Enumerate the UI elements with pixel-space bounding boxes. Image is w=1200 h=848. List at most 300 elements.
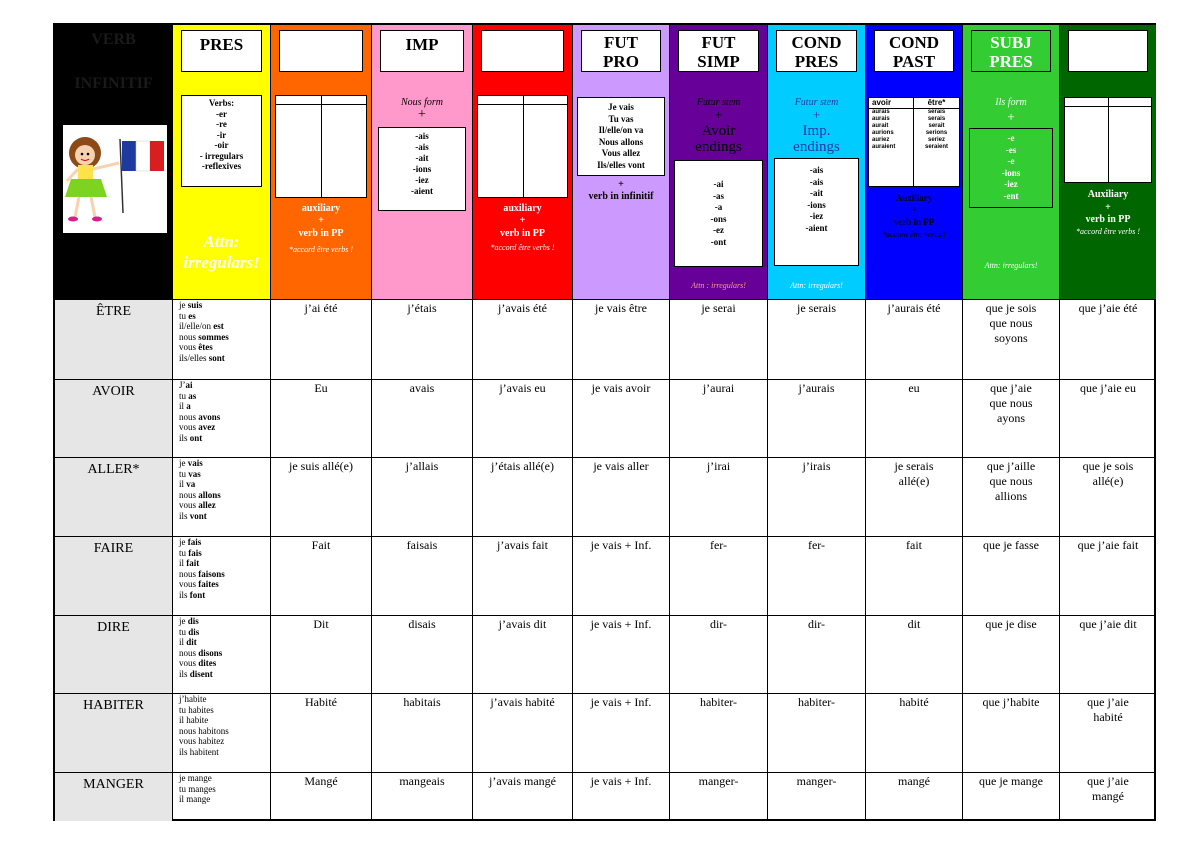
condpast-verb-pp: verb in PP — [893, 217, 935, 227]
tense-form — [372, 773, 473, 821]
tense-form-line: j’aurai — [702, 381, 735, 395]
tense-form — [866, 694, 963, 772]
tense-form-line: j’irai — [706, 459, 731, 473]
tense-form-line: dir- — [709, 617, 728, 631]
tense-form-line: que j’aie — [990, 381, 1032, 395]
futsimp-ending: -ai — [713, 179, 724, 189]
girl-with-french-flag-icon — [63, 125, 167, 233]
tense-form-line: Fait — [311, 538, 331, 552]
present-form: il mange — [179, 794, 211, 804]
tense-form-line: j’irais — [802, 459, 831, 473]
tense-form-line: j’étais — [407, 301, 437, 315]
present-form: il/elle/on est — [179, 321, 224, 331]
tense-form-line: je suis allé(e) — [289, 459, 353, 473]
tense-form-line: allé(e) — [1092, 474, 1124, 488]
tense-form-line: allions — [995, 489, 1027, 503]
verb-infinitive: ÊTRE — [55, 300, 173, 379]
tense-form — [473, 300, 573, 379]
tense-form-line: j’étais allé(e) — [491, 459, 554, 473]
subjpres-plus: + — [1007, 109, 1015, 124]
tense-form — [963, 694, 1060, 772]
pc-auxiliary: auxiliary — [301, 203, 341, 214]
present-form: ils ont — [179, 432, 203, 443]
present-conjugation — [173, 458, 271, 536]
present-form: je mange — [179, 773, 212, 783]
verb-infinitive: HABITER — [55, 694, 173, 772]
pc-plus: + — [318, 215, 324, 226]
present-form: vous faites — [179, 579, 219, 589]
verb-label: VERB — [91, 31, 136, 48]
tense-form-line: je vais avoir — [591, 381, 651, 395]
tense-form — [573, 616, 670, 693]
tense-form-line: que j’aie fait — [1077, 538, 1139, 552]
verb-row — [55, 536, 1154, 615]
present-form: je dis — [179, 616, 199, 626]
tense-form-line: que nous — [989, 316, 1033, 330]
subjpres-title — [971, 30, 1051, 72]
tense-form — [473, 694, 573, 772]
present-conjugation — [173, 300, 271, 379]
imp-ending: -ions — [412, 164, 432, 174]
futpro-item: Tu vas — [608, 113, 634, 124]
futsimp-ending: -a — [714, 202, 723, 212]
tense-form-line: allé(e) — [898, 474, 930, 488]
futpro-item: Nous allons — [598, 136, 644, 147]
tense-form-line: manger- — [796, 774, 837, 788]
tense-form-line: j’allais — [405, 459, 439, 473]
tense-form-line: que nous — [989, 396, 1033, 410]
tense-form-line: je serais — [797, 301, 836, 315]
present-conjugation — [173, 616, 271, 693]
subjpast-title-box — [1068, 30, 1148, 72]
present-form: je suis — [179, 300, 203, 310]
tense-form-line: j’avais fait — [497, 538, 548, 552]
futpro-aller-box — [577, 97, 665, 176]
imp-title: IMP — [380, 30, 464, 72]
present-conjugation — [173, 773, 271, 821]
tense-form-line: eu — [908, 381, 920, 395]
futsimp-stem: Futur stem — [696, 97, 741, 108]
futsimp-ending: -ons — [710, 213, 727, 224]
imp-endings-box — [378, 127, 466, 211]
tense-form-line: que je sois — [985, 301, 1037, 315]
tense-form — [670, 537, 768, 615]
condpres-plus: + — [812, 107, 821, 122]
tense-form-line: dir- — [807, 617, 826, 631]
futpro-plus: + — [618, 179, 624, 190]
condpres-title-line: COND — [791, 33, 842, 52]
pc-accord: *accord être verbs ! — [288, 245, 354, 254]
tense-form-line: que je sois — [1082, 459, 1134, 473]
futsimp-title-line: SIMP — [697, 52, 740, 71]
tense-form — [473, 537, 573, 615]
tense-form-line: fer- — [709, 538, 728, 552]
tense-form — [372, 380, 473, 457]
pc-blank-table — [275, 95, 367, 198]
futpro-title-line: FUT — [604, 33, 638, 52]
header-pres — [173, 25, 271, 299]
tense-form-line: que j’aie été — [1078, 301, 1138, 315]
tense-form — [372, 300, 473, 379]
pres-attn: Attn: irregulars! — [183, 232, 260, 272]
present-form: il a — [179, 401, 191, 411]
present-form: ils/elles sont — [179, 352, 225, 363]
imp-ending: -iez — [415, 175, 429, 185]
tense-form-line: je vais + Inf. — [590, 617, 652, 631]
tense-form-line: que j’aie eu — [1080, 381, 1136, 395]
verb-infinitive: DIRE — [55, 616, 173, 693]
present-form: vous habitez — [179, 736, 225, 746]
subjpast-blank-table — [1064, 97, 1152, 183]
tense-form — [271, 458, 372, 536]
condpast-etre-item: serais — [927, 116, 946, 122]
tense-form — [271, 773, 372, 821]
tense-form-line: j’avais eu — [499, 381, 546, 395]
tense-form-line: Mangé — [304, 774, 338, 788]
present-form: il dit — [179, 637, 197, 647]
condpast-etre-item: seraient — [924, 144, 948, 150]
pres-list-item: - irregulars — [199, 150, 244, 161]
present-form: ils habitent — [179, 746, 219, 757]
pqp-blank-table — [477, 95, 568, 198]
condpast-etre-col — [914, 98, 959, 186]
tense-form — [1060, 537, 1156, 615]
futpro-verb-inf: verb in infinitif — [588, 191, 654, 202]
tense-form-line: je serai — [701, 301, 736, 315]
present-form: nous habitons — [179, 725, 229, 736]
subjpres-ending: -e — [1007, 156, 1015, 166]
pqp-auxiliary: auxiliary — [503, 203, 542, 214]
tense-form-line: j’aurais — [798, 381, 835, 395]
verb-conjugation-table — [53, 23, 1156, 821]
tense-form-line: je vais + Inf. — [590, 538, 652, 552]
present-form: je fais — [179, 537, 202, 547]
condpast-auxiliary-box — [868, 97, 960, 187]
tense-form — [670, 300, 768, 379]
tense-form — [1060, 616, 1156, 693]
header-verb-infinitif — [55, 25, 173, 299]
tense-form-line: j’avais été — [498, 301, 547, 315]
tense-form-line: dit — [907, 617, 921, 631]
present-form: tu as — [179, 390, 197, 401]
subjpast-accord: *accord être verbs ! — [1075, 227, 1141, 236]
header-subj-past — [1060, 25, 1156, 299]
tense-form — [573, 537, 670, 615]
imp-ending: -ait — [415, 153, 429, 163]
verb-row — [55, 772, 1154, 821]
present-form: vous êtes — [179, 342, 213, 352]
imp-ending: -ais — [415, 142, 429, 152]
imp-plus: + — [418, 107, 426, 122]
tense-form — [271, 537, 372, 615]
subjpres-title-line: SUBJ — [990, 33, 1032, 52]
present-conjugation — [173, 380, 271, 457]
pres-verbs-box — [181, 95, 262, 187]
tense-form-line: habiter- — [797, 695, 836, 709]
condpres-endings-box — [774, 158, 859, 266]
header-fut-simp — [670, 25, 768, 299]
tense-form-line: j’ai été — [304, 301, 338, 315]
present-form: je vais — [179, 458, 203, 468]
condpres-ending: -ais — [809, 176, 824, 187]
tense-form — [473, 380, 573, 457]
subjpres-title-line: PRES — [989, 52, 1033, 71]
present-form: il fait — [179, 558, 200, 568]
verb-infinitive: AVOIR — [55, 380, 173, 457]
pqp-accord: *accord être verbs ! — [490, 243, 555, 252]
tense-form-line: habité — [1093, 710, 1123, 724]
tense-form-line: avais — [409, 381, 435, 395]
verb-row — [55, 379, 1154, 457]
present-form: ils font — [179, 589, 206, 600]
header-cond-pres — [768, 25, 866, 299]
tense-form — [1060, 458, 1156, 536]
pc-title-box — [279, 30, 363, 72]
subjpres-ending: -e — [1007, 133, 1015, 143]
tense-form — [866, 616, 963, 693]
verb-row — [55, 615, 1154, 693]
tense-form-line: mangeais — [399, 774, 445, 788]
present-form: vous allez — [179, 500, 216, 510]
futsimp-plus: + — [714, 107, 723, 122]
condpast-auxiliary: Auxiliary — [895, 193, 933, 203]
pqp-verb-pp: verb in PP — [500, 228, 545, 239]
tense-form — [963, 537, 1060, 615]
present-form: tu manges — [179, 783, 216, 794]
header-subj-pres — [963, 25, 1060, 299]
present-form: nous allons — [179, 489, 221, 500]
condpast-avoir-item: aurais — [872, 109, 890, 115]
condpast-accord: *accord être verbs ! — [881, 230, 947, 239]
tense-form — [768, 694, 866, 772]
pres-title: PRES — [181, 30, 262, 72]
present-form: nous avons — [179, 411, 221, 422]
imp-ending: -ais — [415, 131, 429, 141]
tense-form-line: habitais — [403, 695, 441, 709]
tense-form — [963, 616, 1060, 693]
tense-form-line: que nous — [989, 474, 1033, 488]
subjpres-endings-box — [969, 128, 1053, 208]
tense-form — [473, 616, 573, 693]
tense-form — [768, 380, 866, 457]
pres-list-title: Verbs: — [208, 98, 235, 108]
imp-note: Nous form — [401, 97, 443, 108]
tense-form-line: fait — [906, 538, 922, 552]
present-form: tu habites — [179, 704, 214, 715]
condpast-avoir-item: auraient — [872, 144, 896, 150]
infinitif-label: INFINITIF — [74, 75, 153, 92]
subjpres-note: Ils form — [995, 97, 1027, 108]
present-form: j’habite — [179, 694, 207, 704]
imp-ending: -aient — [411, 186, 433, 196]
present-form: nous faisons — [179, 568, 225, 579]
tense-form-line: mangé — [1092, 789, 1124, 803]
tense-form — [271, 380, 372, 457]
condpres-imp: Imp. — [802, 123, 831, 139]
tense-form — [573, 458, 670, 536]
present-conjugation — [173, 694, 271, 772]
tense-form-line: que j’aie dit — [1079, 617, 1137, 631]
present-form: nous disons — [179, 647, 223, 658]
condpast-title — [874, 30, 954, 72]
tense-form-line: je serais — [894, 459, 934, 473]
condpast-avoir-item: aurais — [872, 116, 890, 122]
verb-row — [55, 457, 1154, 536]
condpast-title-line: PAST — [892, 52, 936, 71]
subjpres-attn: Attn: irregulars! — [984, 261, 1038, 270]
header-cond-past — [866, 25, 963, 299]
tense-form — [963, 380, 1060, 457]
tense-form — [670, 694, 768, 772]
pc-verb-pp: verb in PP — [298, 228, 344, 239]
tense-form-line: habiter- — [699, 695, 738, 709]
condpast-etre-item: serait — [928, 123, 945, 129]
tense-form — [372, 537, 473, 615]
futsimp-endings-box — [674, 160, 763, 267]
condpast-etre-item: serais — [927, 109, 946, 115]
tense-form — [271, 694, 372, 772]
present-conjugation — [173, 537, 271, 615]
tense-form-line: que j’aie — [1087, 774, 1129, 788]
tense-form-line: soyons — [994, 331, 1028, 345]
condpast-avoir-item: aurait — [872, 123, 889, 129]
condpres-ending: -iez — [809, 211, 824, 221]
tense-form — [866, 458, 963, 536]
futpro-item: Ils/elles vont — [597, 159, 645, 170]
futpro-item: Il/elle/on va — [598, 125, 644, 135]
tense-form — [866, 380, 963, 457]
subjpres-ending: -es — [1005, 144, 1017, 155]
tense-form — [473, 773, 573, 821]
tense-form — [963, 300, 1060, 379]
futpro-item: Je vais — [608, 102, 634, 112]
present-form: ils disent — [179, 668, 213, 679]
condpres-attn: Attn: irregulars! — [790, 281, 843, 290]
present-form: tu fais — [179, 547, 202, 558]
tense-form-line: Eu — [314, 381, 328, 395]
tense-form-line: je vais + Inf. — [590, 695, 652, 709]
present-form: tu es — [179, 310, 196, 321]
condpres-stem: Futur stem — [794, 97, 839, 108]
verb-infinitive: ALLER* — [55, 458, 173, 536]
tense-form-line: Habité — [305, 695, 337, 709]
tense-form-line: manger- — [698, 774, 739, 788]
verb-row — [55, 299, 1154, 379]
tense-form — [963, 773, 1060, 821]
condpast-etre-item: serions — [925, 130, 948, 136]
subjpast-plus: + — [1105, 202, 1111, 213]
condpast-plus: + — [911, 205, 917, 215]
futsimp-ending: -ez — [713, 225, 724, 235]
pres-list-item: -ir — [216, 129, 227, 140]
tense-form-line: je vais + Inf. — [590, 774, 652, 788]
header-fut-pro — [573, 25, 670, 299]
header-plus-que-parfait — [473, 25, 573, 299]
tense-form-line: que j’habite — [982, 695, 1040, 709]
subjpres-ending: -ent — [1003, 190, 1019, 201]
pqp-plus: + — [519, 215, 526, 226]
pres-list-item: -re — [216, 119, 227, 129]
tense-form — [573, 300, 670, 379]
futsimp-ending: -ont — [710, 236, 727, 247]
futpro-title — [581, 30, 661, 72]
tense-form — [670, 773, 768, 821]
tense-form — [1060, 300, 1156, 379]
tense-form — [372, 694, 473, 772]
tense-form-line: faisais — [406, 538, 438, 552]
condpres-ending: -ait — [810, 188, 823, 198]
present-form: J’ai — [179, 380, 193, 390]
present-form: il va — [179, 479, 196, 489]
tense-form — [670, 616, 768, 693]
tense-form-line: je vais être — [595, 301, 647, 315]
tense-form-line: fer- — [807, 538, 826, 552]
tense-form — [866, 773, 963, 821]
present-form: il habite — [179, 715, 209, 725]
tense-form — [1060, 694, 1156, 772]
present-form: nous sommes — [179, 331, 229, 342]
futpro-item: Vous allez — [601, 148, 641, 158]
tense-form-line: que je mange — [979, 774, 1043, 788]
tense-form — [573, 694, 670, 772]
tense-form — [1060, 773, 1156, 821]
verb-row — [55, 693, 1154, 772]
tense-form — [866, 537, 963, 615]
condpres-ending: -ions — [807, 199, 826, 210]
condpast-etre-title: être* — [914, 98, 959, 109]
tense-form-line: que j’aille — [986, 459, 1036, 473]
tense-form-line: disais — [408, 617, 436, 631]
subjpres-ending: -ions — [1001, 167, 1021, 178]
tense-form — [768, 458, 866, 536]
condpast-avoir-item: aurions — [872, 130, 894, 136]
futsimp-title-line: FUT — [701, 33, 736, 52]
condpres-title — [776, 30, 857, 72]
condpast-title-line: COND — [888, 33, 940, 52]
present-form: vous avez — [179, 422, 216, 432]
condpres-ending: -ais — [809, 165, 824, 175]
tense-form-line: que je fasse — [983, 538, 1039, 552]
condpres-endings-word: endings — [793, 139, 840, 155]
tense-form — [473, 458, 573, 536]
present-form: vous dites — [179, 658, 217, 668]
tense-form-line: mangé — [898, 774, 930, 788]
tense-form-line: que j’aie — [1087, 695, 1129, 709]
tense-form-line: j’avais dit — [498, 617, 547, 631]
tense-form-line: ayons — [997, 411, 1025, 425]
pres-list-item: -er — [216, 108, 227, 119]
tense-form-line: j’aurais été — [887, 301, 941, 315]
condpast-avoir-col — [869, 98, 914, 186]
tense-form — [271, 300, 372, 379]
futsimp-avoir: Avoir — [701, 123, 736, 139]
condpast-avoir-title: avoir — [869, 98, 913, 109]
subjpast-verb-pp: verb in PP — [1085, 214, 1131, 225]
futsimp-ending: -as — [713, 190, 724, 201]
verb-infinitive: MANGER — [55, 773, 173, 821]
verb-infinitive: FAIRE — [55, 537, 173, 615]
header-passe-compose — [271, 25, 372, 299]
pres-list-item: -oir — [214, 140, 229, 150]
pres-list-item: -reflexives — [201, 161, 242, 171]
condpast-avoir-item: auriez — [872, 137, 890, 143]
tense-form — [372, 616, 473, 693]
present-form: ils vont — [179, 510, 207, 521]
futpro-title-line: PRO — [603, 52, 639, 71]
tense-form-line: j’avais habité — [490, 695, 555, 709]
tense-form — [670, 380, 768, 457]
tense-form — [768, 537, 866, 615]
